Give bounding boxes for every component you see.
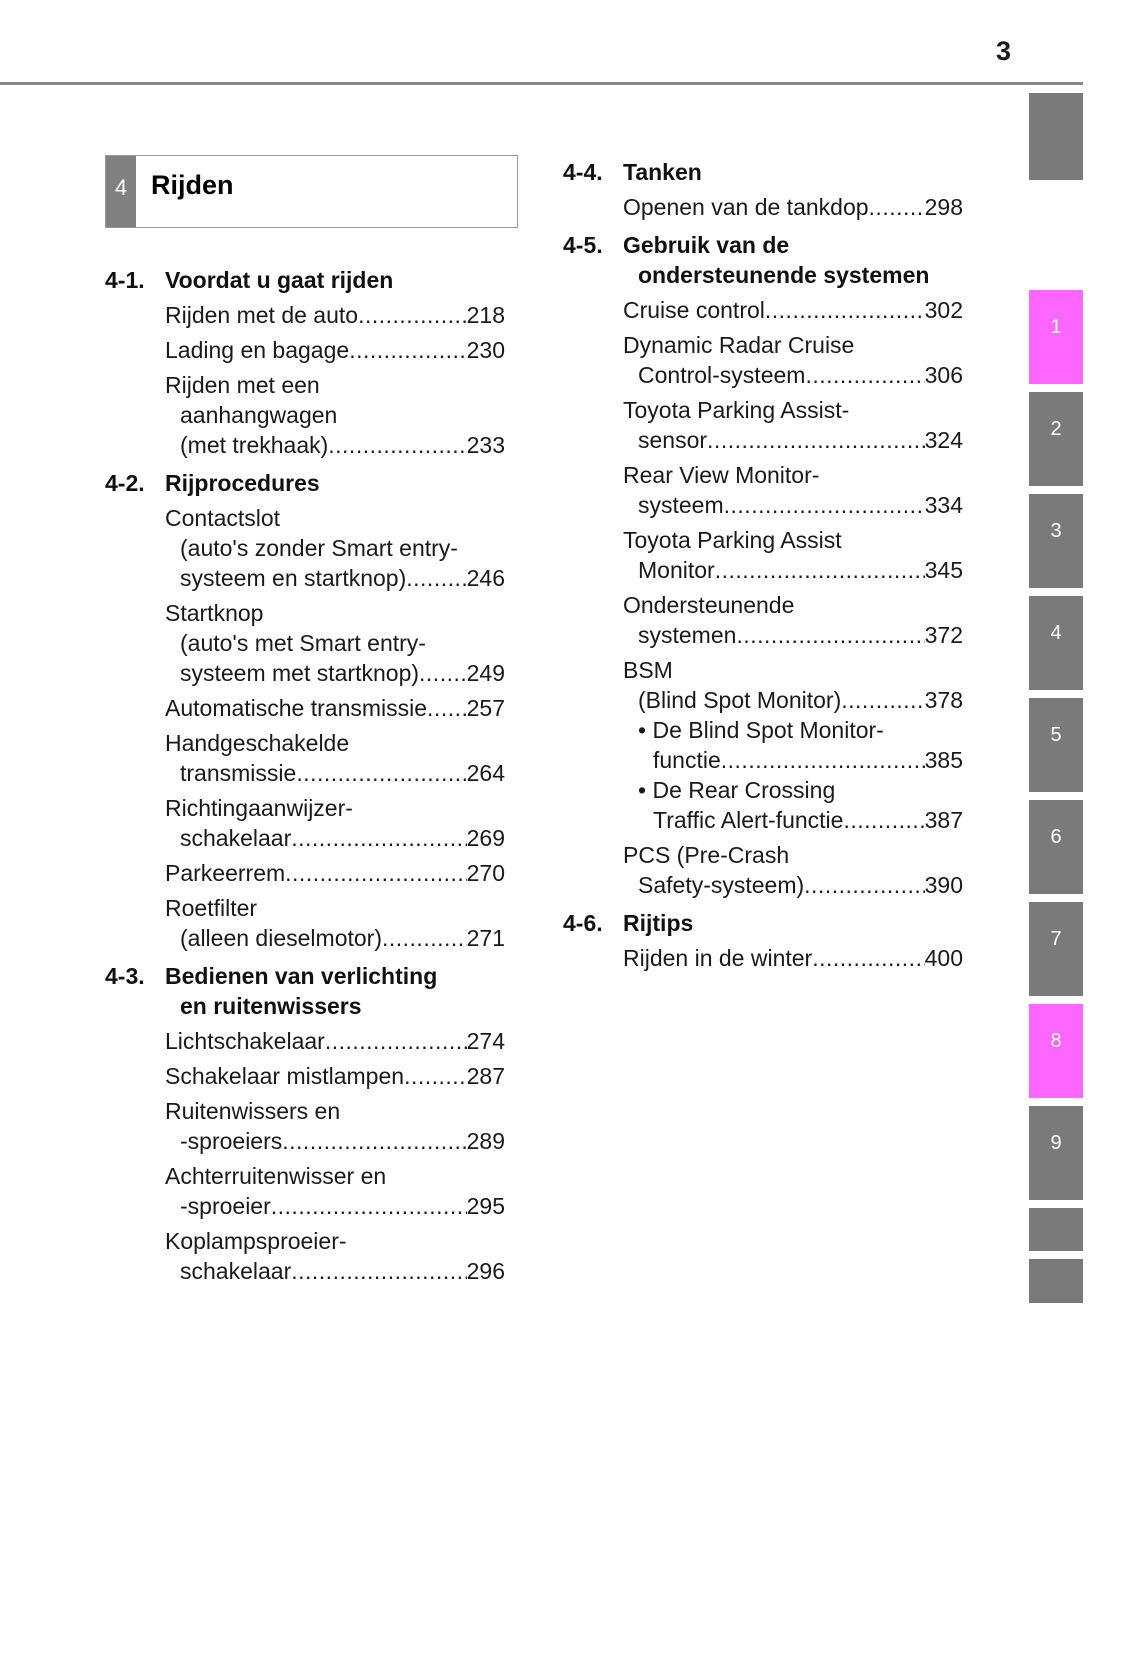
page-ref[interactable]: 306 [924,362,963,388]
entry-line: sensor [638,427,708,453]
dot-leader [869,192,925,222]
section-heading [105,961,505,1021]
toc-entry[interactable] [165,693,505,723]
page-ref[interactable]: 302 [924,297,963,323]
section-title-line: en ruitenwissers [180,993,362,1019]
entry-line: Toyota Parking Assist- [623,397,850,423]
page-ref[interactable]: 295 [466,1193,505,1219]
entry-line: Openen van de tankdop [623,194,869,220]
entry-last-line [623,490,963,520]
entry-last-line [165,758,505,788]
dot-leader [843,805,924,835]
page-ref[interactable]: 269 [466,825,505,851]
dot-leader [406,563,466,593]
entry-line: Koplampsproeier- [165,1228,347,1254]
page-ref[interactable]: 249 [466,660,505,686]
toc-entry[interactable] [638,775,963,835]
dot-leader [285,858,466,888]
toc-entry[interactable] [165,335,505,365]
page-ref[interactable]: 274 [466,1028,505,1054]
entry-line: Parkeerrem [165,860,286,886]
entry-line: Monitor [638,557,715,583]
section-number: 4-5. [563,232,603,258]
entry-last-line [623,943,963,973]
toc-entry[interactable] [623,295,963,325]
section-heading [105,265,505,295]
dot-leader [715,555,925,585]
entry-line: aanhangwagen [180,402,338,428]
dot-leader [724,490,925,520]
entry-line: Cruise control [623,297,765,323]
entry-last-line [165,300,505,330]
entry-line: schakelaar [180,825,292,851]
page-ref[interactable]: 298 [924,194,963,220]
entry-line: Contactslot [165,505,281,531]
chapter-header [105,155,518,228]
entry-line: systemen [638,622,737,648]
page-ref[interactable]: 334 [924,492,963,518]
entry-line: Handgeschakelde [165,730,350,756]
section-title-line: Rijprocedures [165,470,320,496]
entry-line: Roetfilter [165,895,258,921]
entry-line: (met trekhaak) [180,432,329,458]
entry-line: PCS (Pre-Crash [623,842,790,868]
section-heading [563,157,963,187]
section-title-line: Tanken [623,159,702,185]
entry-last-line [623,555,963,585]
entry-last-line [165,823,505,853]
entry-last-line [623,425,963,455]
entry-last-line [623,870,963,900]
page-ref[interactable]: 257 [466,695,505,721]
entry-line: (auto's met Smart entry- [180,630,426,656]
section-number: 4-4. [563,159,603,185]
toc-entry[interactable] [165,858,505,888]
toc-entry[interactable] [165,728,505,788]
dot-leader [358,300,467,330]
chapter-tab[interactable]: 4 [1029,596,1083,690]
toc-left-column [105,257,505,1286]
toc-entry[interactable] [165,1026,505,1056]
section-title-line: ondersteunende systemen [638,262,930,288]
page-ref[interactable]: 287 [466,1063,505,1089]
chapter-tab[interactable] [1029,93,1083,180]
entry-last-line [623,192,963,222]
chapter-number: 4 [106,156,136,227]
page-ref[interactable]: 246 [466,565,505,591]
section-number: 4-1. [105,267,145,293]
dot-leader [291,1256,466,1286]
page-ref[interactable]: 233 [466,432,505,458]
toc-entry[interactable] [165,503,505,593]
chapter-tab[interactable]: 1 [1029,290,1083,384]
page-ref[interactable]: 289 [466,1128,505,1154]
entry-last-line [165,693,505,723]
entry-last-line [165,923,505,953]
entry-line: Safety-systeem) [638,872,805,898]
page-ref[interactable]: 387 [924,807,963,833]
dot-leader [328,430,466,460]
section-title-line: Rijtips [623,910,694,936]
section-number: 4-3. [105,963,145,989]
toc-entry[interactable] [165,1226,505,1286]
dot-leader [804,870,924,900]
entry-line: Ondersteunende [623,592,795,618]
chapter-tab[interactable]: 9 [1029,1106,1083,1200]
entry-line: Rijden met een [165,372,320,398]
section-heading [563,230,963,290]
chapter-tab[interactable]: 3 [1029,494,1083,588]
dot-leader [805,360,924,390]
page-ref[interactable]: 296 [466,1258,505,1284]
chapter-tab[interactable] [1029,1259,1083,1303]
toc-entry[interactable] [623,840,963,900]
section-number: 4-2. [105,470,145,496]
section-title [623,908,693,938]
dot-leader [325,1026,467,1056]
section-heading [563,908,963,938]
entry-line: Rijden met de auto [165,302,359,328]
dot-leader [291,823,466,853]
entry-last-line [165,1256,505,1286]
toc-entry[interactable] [165,1161,505,1221]
toc-entry[interactable] [165,793,505,853]
entry-line: -sproeiers [180,1128,283,1154]
toc-entry[interactable] [623,395,963,455]
dot-leader [765,295,925,325]
chapter-title: Rijden [151,170,234,200]
chapter-tab[interactable]: 8 [1029,1004,1083,1098]
page-ref[interactable]: 400 [924,945,963,971]
section-title-line: Voordat u gaat rijden [165,267,394,293]
entry-last-line [623,295,963,325]
entry-line: Schakelaar mistlampen [165,1063,405,1089]
section-title [623,157,702,187]
chapter-tab[interactable]: 6 [1029,800,1083,894]
dot-leader [427,693,467,723]
toc-entry[interactable] [165,370,505,460]
section-title [623,230,929,290]
toc-entry[interactable] [165,893,505,953]
chapter-tab[interactable]: 5 [1029,698,1083,792]
entry-line: Rear View Monitor- [623,462,820,488]
toc-entry[interactable] [165,1061,505,1091]
header-rule [0,82,1083,85]
section-heading [105,468,505,498]
page-ref[interactable]: 378 [924,687,963,713]
dot-leader [419,658,467,688]
toc-entry[interactable] [623,655,963,715]
toc-right-column [563,149,963,973]
entry-line: Lichtschakelaar [165,1028,325,1054]
entry-last-line [165,658,505,688]
entry-last-line [165,858,505,888]
toc-entry[interactable] [165,598,505,688]
entry-line: systeem [638,492,724,518]
toc-entry[interactable] [623,525,963,585]
dot-leader [736,620,924,650]
dot-leader [812,943,924,973]
toc-entry[interactable] [623,943,963,973]
entry-last-line [638,745,963,775]
entry-line: Lading en bagage [165,337,350,363]
entry-line: • De Rear Crossing [638,775,963,805]
dot-leader [707,425,925,455]
entry-last-line [623,360,963,390]
dot-leader [296,758,466,788]
entry-line: Ruitenwissers en [165,1098,341,1124]
page-ref[interactable]: 372 [924,622,963,648]
entry-line: systeem en startknop) [180,565,407,591]
entry-line: Rijden in de winter [623,945,813,971]
chapter-tab[interactable]: 2 [1029,392,1083,486]
entry-line: Traffic Alert-functie [653,807,844,833]
entry-last-line [165,563,505,593]
entry-line: Control-systeem [638,362,806,388]
dot-leader [282,1126,466,1156]
dot-leader [382,923,467,953]
page-ref[interactable]: 230 [466,337,505,363]
entry-last-line [165,1126,505,1156]
section-title-line: Bedienen van verlichting [165,963,438,989]
chapter-tab[interactable] [1029,1208,1083,1251]
entry-line: BSM [623,657,673,683]
dot-leader [404,1061,467,1091]
toc-entry[interactable] [638,715,963,775]
entry-line: Richtingaanwijzer- [165,795,353,821]
toc-entry[interactable] [623,192,963,222]
toc-entry[interactable] [165,1096,505,1156]
dot-leader [349,335,466,365]
page-ref[interactable]: 345 [924,557,963,583]
page-ref[interactable]: 385 [924,747,963,773]
dot-leader [841,685,924,715]
entry-last-line [638,805,963,835]
entry-line: Dynamic Radar Cruise [623,332,855,358]
entry-line: -sproeier [180,1193,271,1219]
entry-line: Automatische transmissie [165,695,428,721]
toc-entry[interactable] [623,590,963,650]
section-title [165,961,437,1021]
entry-line: (auto's zonder Smart entry- [180,535,458,561]
page-number: 3 [996,36,1012,66]
entry-line: systeem met startknop) [180,660,420,686]
page-ref[interactable]: 218 [466,302,505,328]
page-ref[interactable]: 271 [466,925,505,951]
entry-last-line [165,1191,505,1221]
page-ref[interactable]: 264 [466,760,505,786]
toc-entry[interactable] [623,330,963,390]
entry-last-line [165,1061,505,1091]
dot-leader [721,745,925,775]
entry-last-line [623,620,963,650]
page-ref[interactable]: 270 [466,860,505,886]
entry-last-line [165,335,505,365]
entry-last-line [165,430,505,460]
toc-entry[interactable] [623,460,963,520]
entry-line: (alleen dieselmotor) [180,925,382,951]
toc-entry[interactable] [165,300,505,330]
entry-line: functie [653,747,721,773]
entry-line: • De Blind Spot Monitor- [638,715,963,745]
entry-line: transmissie [180,760,297,786]
section-title [165,468,320,498]
dot-leader [271,1191,467,1221]
entry-line: schakelaar [180,1258,292,1284]
page-ref[interactable]: 324 [924,427,963,453]
section-number: 4-6. [563,910,603,936]
entry-line: (Blind Spot Monitor) [638,687,842,713]
section-title-line: Gebruik van de [623,232,790,258]
entry-last-line [165,1026,505,1056]
section-title [165,265,393,295]
chapter-tab[interactable]: 7 [1029,902,1083,996]
entry-line: Achterruitenwisser en [165,1163,387,1189]
entry-last-line [623,685,963,715]
entry-line: Toyota Parking Assist [623,527,842,553]
page-ref[interactable]: 390 [924,872,963,898]
entry-line: Startknop [165,600,264,626]
